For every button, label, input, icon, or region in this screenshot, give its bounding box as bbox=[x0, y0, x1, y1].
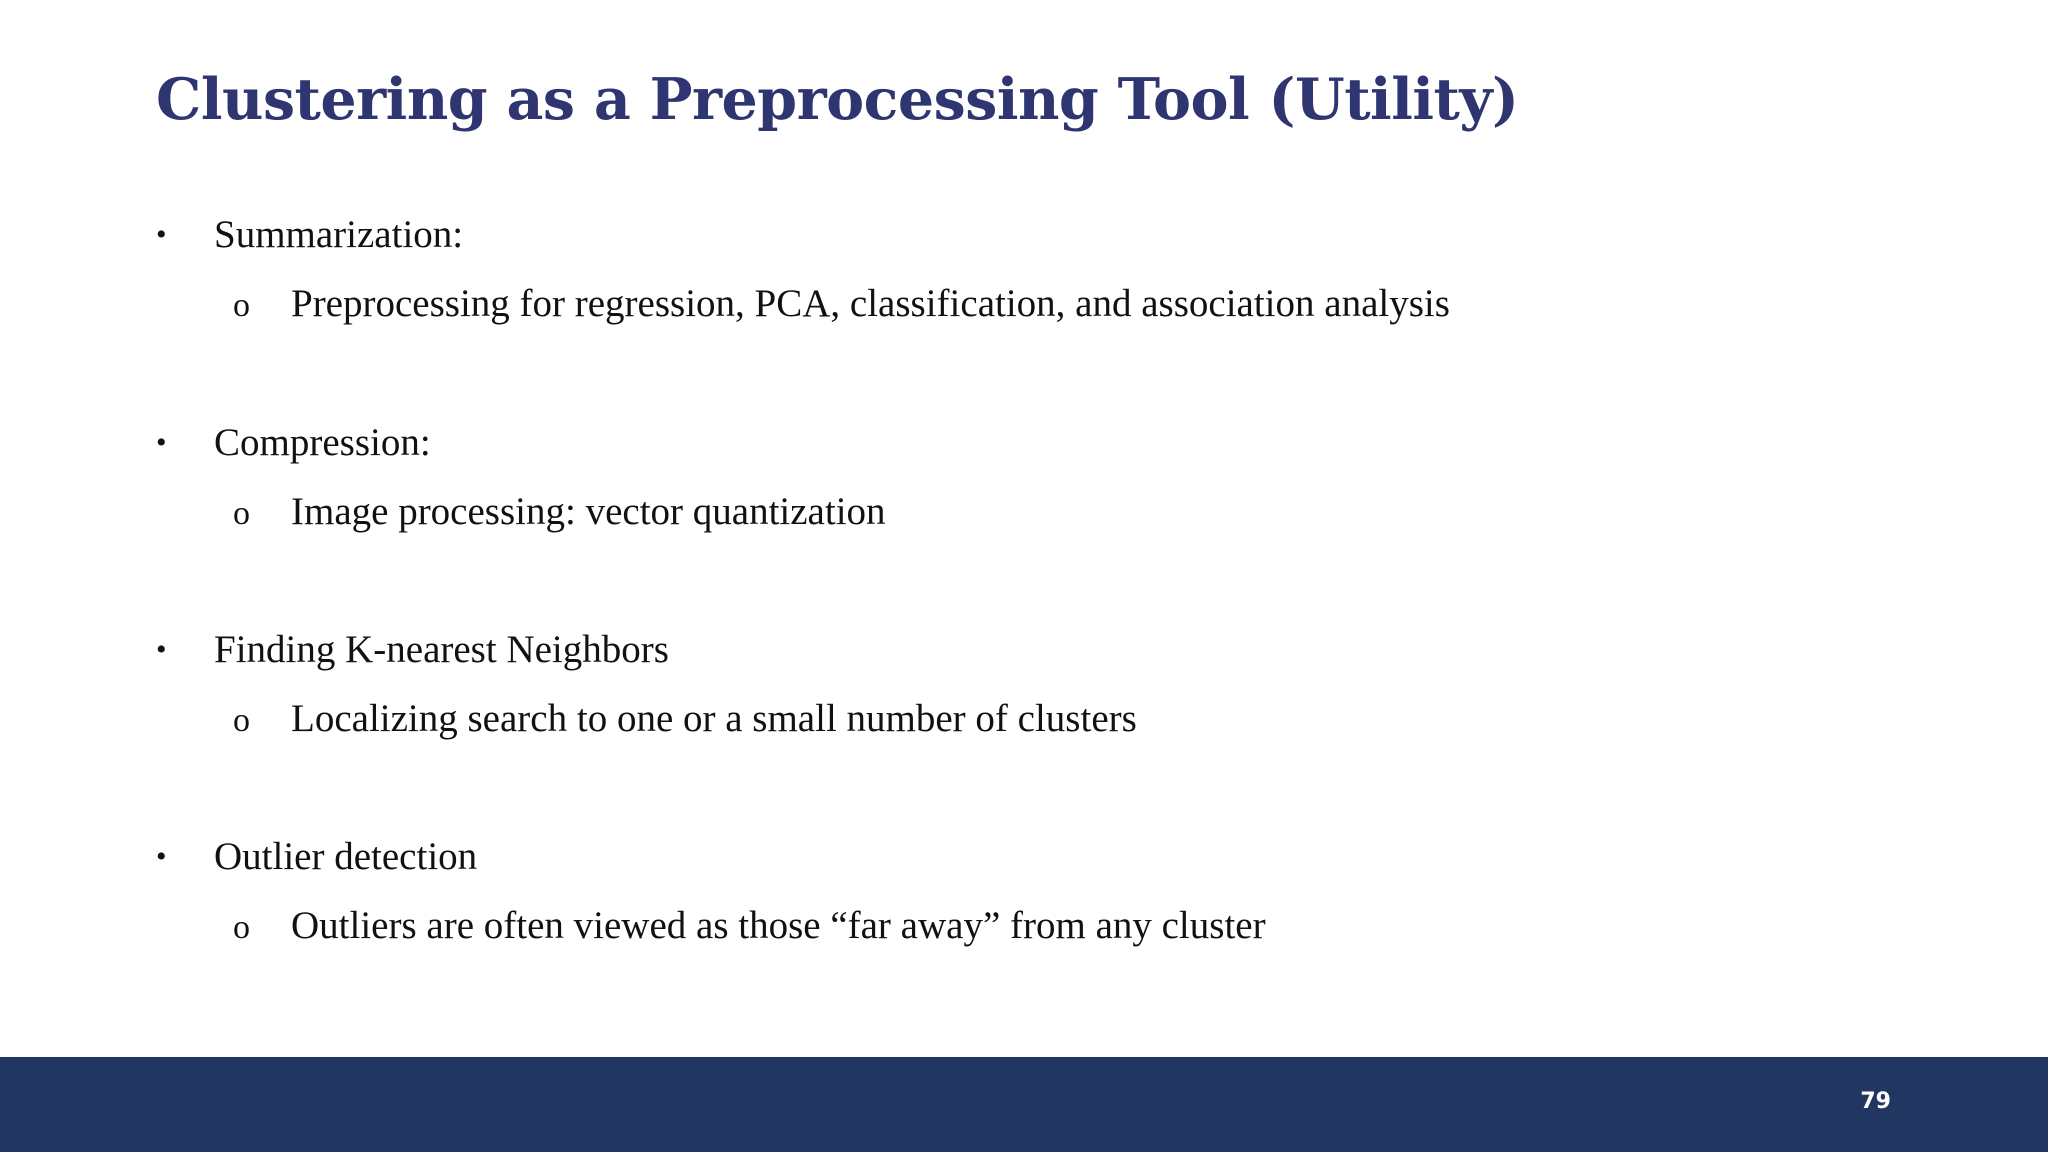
sub-bullet-marker: o bbox=[233, 702, 250, 739]
sub-item-outlier-detection bbox=[233, 901, 1266, 951]
sub-item-text: Preprocessing for regression, PCA, classification, and association analysis bbox=[291, 282, 1450, 325]
sub-item-text: Outliers are often viewed as those “far away” from any cluster bbox=[291, 904, 1266, 947]
sub-item-text: Localizing search to one or a small number of clusters bbox=[291, 697, 1137, 740]
sub-bullet-marker: o bbox=[233, 909, 250, 946]
sub-item-summarization bbox=[233, 279, 1450, 329]
sub-bullet-marker: o bbox=[233, 287, 250, 324]
page-number: 79 bbox=[1860, 1089, 1891, 1114]
sub-bullet-marker: o bbox=[233, 495, 250, 532]
bullet-item-outlier-detection bbox=[156, 832, 478, 882]
sub-item-text: Image processing: vector quantization bbox=[291, 490, 886, 533]
bullet-marker: • bbox=[156, 840, 167, 873]
bullet-label: Finding K-nearest Neighbors bbox=[214, 628, 669, 671]
bullet-item-compression bbox=[156, 418, 431, 468]
bullet-item-summarization bbox=[156, 210, 464, 260]
bullet-marker: • bbox=[156, 218, 167, 251]
footer-bar bbox=[0, 1057, 2048, 1152]
bullet-label: Summarization: bbox=[214, 213, 464, 256]
bullet-item-knn bbox=[156, 625, 669, 675]
slide-title: Clustering as a Preprocessing Tool (Utility) bbox=[156, 66, 1519, 133]
sub-item-knn bbox=[233, 694, 1137, 744]
sub-item-compression bbox=[233, 487, 886, 537]
bullet-label: Compression: bbox=[214, 421, 431, 464]
bullet-marker: • bbox=[156, 633, 167, 666]
bullet-marker: • bbox=[156, 426, 167, 459]
bullet-label: Outlier detection bbox=[214, 835, 478, 878]
